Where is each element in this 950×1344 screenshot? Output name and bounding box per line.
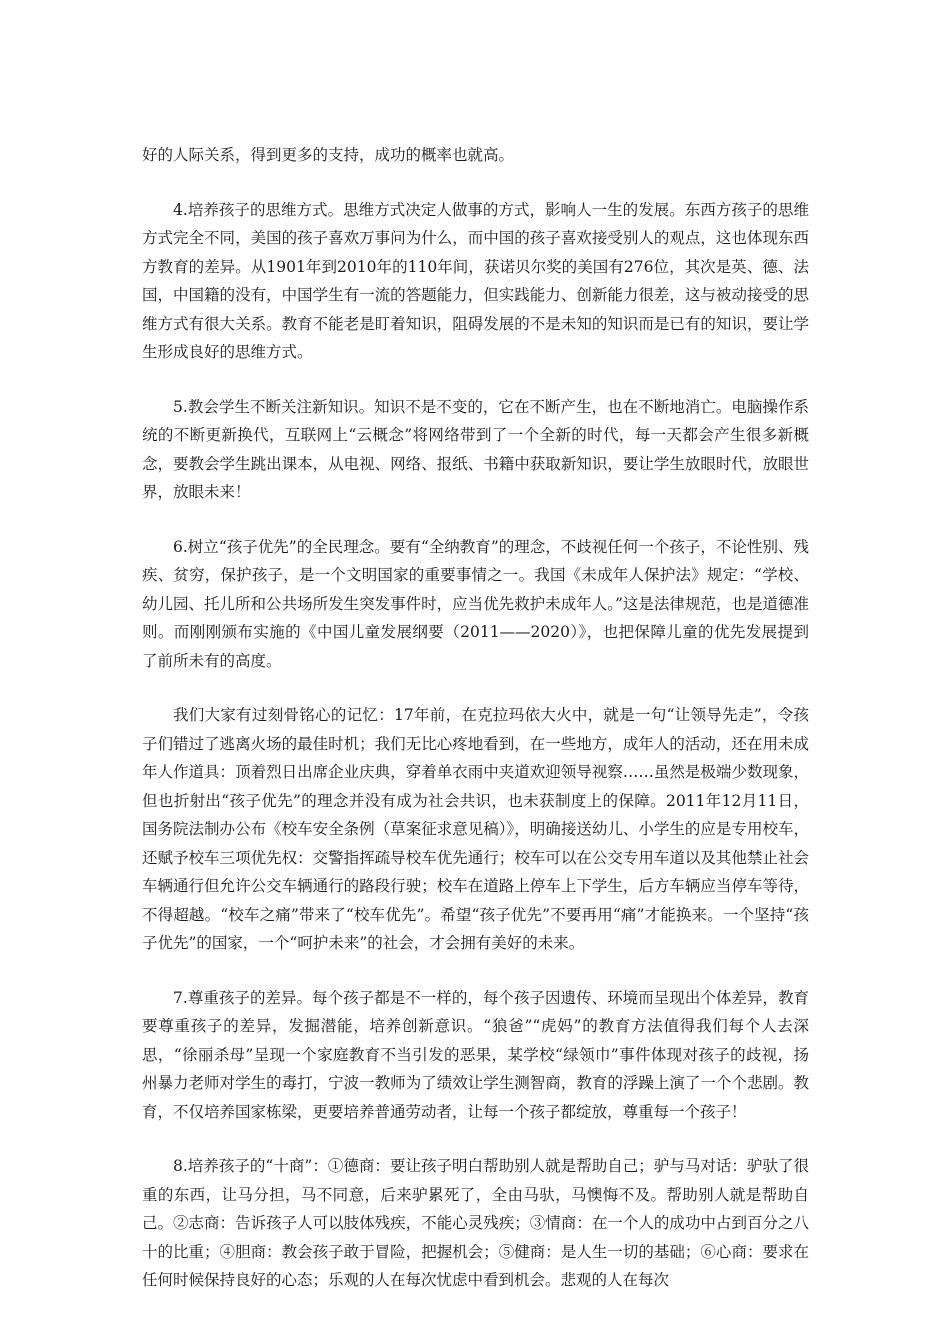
paragraph-children-first: 6.树立“孩子优先”的全民理念。要有“全纳教育”的理念，不歧视任何一个孩子，不论性别、残疾、贫穷，保护孩子，是一个文明国家的重要事情之一。我国《未成年人保护法》规定：“学校、幼儿园、托儿所和公共场所发生突发事件时，应当优先救护未成年人。”这是法律规范，也是道德准则。而刚刚颁布实施的《中国儿童发展纲要（2011——2020）》，也把保障儿童的优先发展提到了前所未有的高度。 <box>142 537 809 670</box>
paragraph-continuation: 好的人际关系，得到更多的支持，成功的概率也就高。 <box>142 146 515 164</box>
paragraph-new-knowledge: 5.教会学生不断关注新知识。知识不是不变的，它在不断产生，也在不断地消亡。电脑操作系统的不断更新换代，互联网上“云概念”将网络带到了一个全新的时代，每一天都会产生很多新概念，要教会学生跳出课本，从电视、网络、报纸、书籍中获取新知识，要让学生放眼时代，放眼世界，放眼未来！ <box>142 397 809 501</box>
paragraph-memory-school-bus: 我们大家有过刻骨铭心的记忆：17年前，在克拉玛依大火中，就是一句“让领导先走”，令孩子们错过了逃离火场的最佳时机；我们无比心疼地看到，在一些地方，成年人的活动，还在用未成年人作道具：顶着烈日出席企业庆典，穿着单衣雨中夹道欢迎领导视察……虽然是极端少数现象，但也折射出“孩子优先”的理念并没有成为社会共识，也未获制度上的保障。2011年12月11日，国务院法制办公布《校车安全条例（草案征求意见稿）》，明确接送幼儿、小学生的应是专用校车，还赋予校车三项优先权：交警指挥疏导校车优先通行；校车可以在公交专用车道以及其他禁止社会车辆通行但允许公交车辆通行的路段行驶；校车在道路上停车上下学生，后方车辆应当停车等待，不得超越。“校车之痛”带来了“校车优先”。希望“孩子优先”不要再用“痛”才能换来。一个坚持“孩子优先”的国家，一个“呵护未来”的社会，才会拥有美好的未来。 <box>142 706 809 952</box>
paragraph-ten-quotients: 8.培养孩子的“十商”：①德商：要让孩子明白帮助别人就是帮助自己；驴与马对话：驴驮了很重的东西，让马分担，马不同意，后来驴累死了，全由马驮，马懊悔不及。帮助别人就是帮助自己。②志商：告诉孩子人可以肢体残疾，不能心灵残疾；③情商：在一个人的成功中占到百分之八十的比重；④胆商：教会孩子敢于冒险，把握机会；⑤健商：是人生一切的基础；⑥心商：要求在任何时候保持良好的心态；乐观的人在每次忧虑中看到机会。悲观的人在每次 <box>142 1157 809 1289</box>
paragraph-respect-differences: 7.尊重孩子的差异。每个孩子都是不一样的，每个孩子因遗传、环境而呈现出个体差异，教育要尊重孩子的差异，发掘潜能，培养创新意识。“狼爸”“虎妈”的教育方法值得我们每个人去深思，“徐丽杀母”呈现一个家庭教育不当引发的恶果，某学校“绿领巾”事件体现对孩子的歧视，扬州暴力老师对学生的毒打，宁波一教师为了绩效让学生测智商，教育的浮躁上演了一个个悲剧。教育，不仅培养国家栋梁，更要培养普通劳动者，让每一个孩子都绽放，尊重每一个孩子！ <box>142 988 809 1121</box>
document-body <box>142 141 809 1321</box>
paragraph-thinking-style: 4.培养孩子的思维方式。思维方式决定人做事的方式，影响人一生的发展。东西方孩子的思维方式完全不同，美国的孩子喜欢万事问为什么，而中国的孩子喜欢接受别人的观点，这也体现东西方教育的差异。从1901年到2010年的110年间，获诺贝尔奖的美国有276位，其次是英、德、法国，中国籍的没有，中国学生有一流的答题能力，但实践能力、创新能力很差，这与被动接受的思维方式有很大关系。教育不能老是盯着知识，阻碍发展的不是未知的知识而是已有的知识，要让学生形成良好的思维方式。 <box>142 200 809 361</box>
